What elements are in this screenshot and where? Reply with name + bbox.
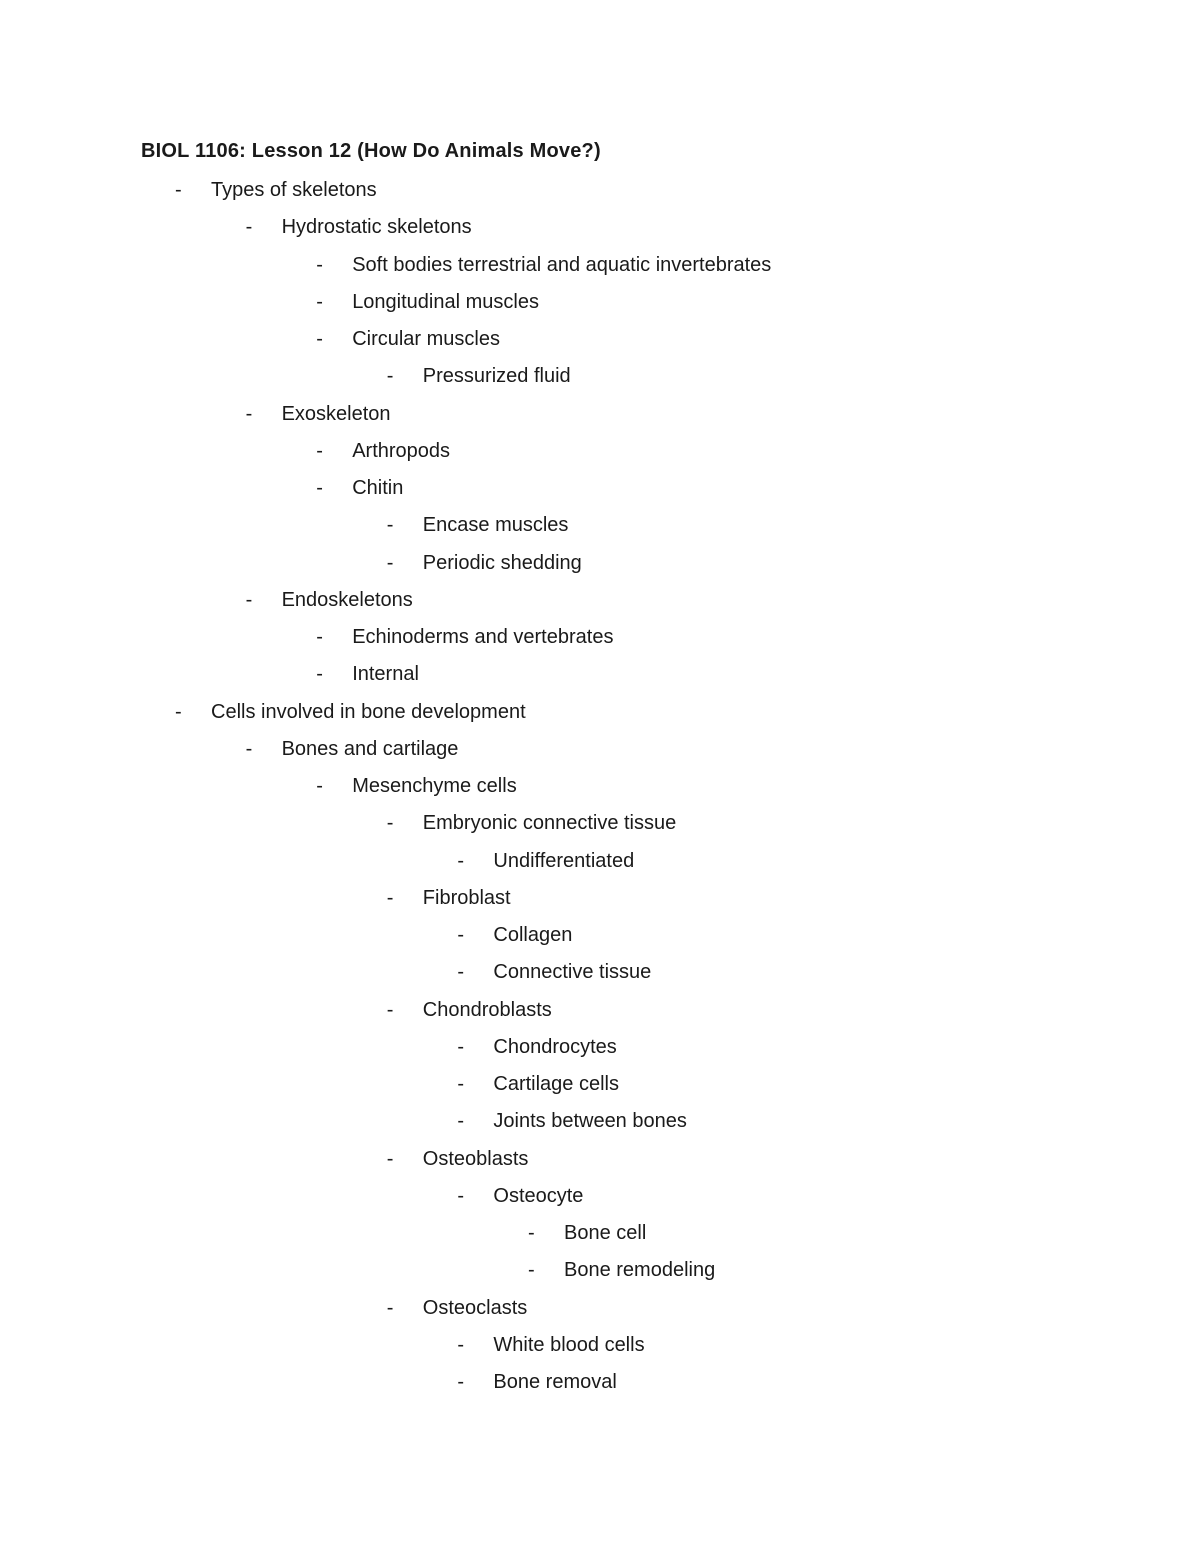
outline-item-text: Hydrostatic skeletons <box>281 216 472 239</box>
outline-item-text: Bone removal <box>493 1371 617 1393</box>
outline-item-text: Bone cell <box>564 1222 647 1244</box>
outline-item-text: Endoskeletons <box>281 588 413 611</box>
outline-item-text: Types of skeletons <box>211 179 377 201</box>
bullet-dash: - <box>316 439 323 462</box>
outline-item <box>0 1219 1200 1256</box>
outline-item-text: Osteoblasts <box>422 1147 529 1170</box>
bullet-dash: - <box>457 1184 465 1207</box>
bullet-dash: - <box>316 477 323 499</box>
outline-item-text: Periodic shedding <box>422 551 582 574</box>
outline-item <box>0 698 1200 735</box>
bullet-dash: - <box>457 1035 465 1058</box>
bullet-dash: - <box>457 1110 465 1133</box>
bullet-dash: - <box>386 998 394 1021</box>
outline-item <box>0 772 1200 809</box>
outline-item-text: Osteoclasts <box>422 1296 528 1319</box>
outline-item-text: Echinoderms and vertebrates <box>352 626 614 648</box>
bullet-dash: - <box>457 1333 465 1356</box>
bullet-dash: - <box>528 1222 535 1244</box>
outline-item-text: Encase muscles <box>422 514 569 537</box>
outline-item <box>0 1145 1200 1182</box>
outline-item <box>0 1256 1200 1293</box>
bullet-dash: - <box>457 961 465 984</box>
bullet-dash: - <box>457 1073 465 1095</box>
outline-item <box>0 586 1200 623</box>
outline-item-text: Soft bodies terrestrial and aquatic invertebrates <box>352 253 772 276</box>
outline-item <box>0 847 1200 884</box>
outline-item <box>0 437 1200 474</box>
bullet-dash: - <box>386 812 394 835</box>
bullet-dash: - <box>245 216 253 239</box>
outline-item <box>0 1033 1200 1070</box>
outline-item <box>0 1294 1200 1331</box>
bullet-dash: - <box>175 179 182 201</box>
bullet-dash: - <box>386 886 394 909</box>
bullet-dash: - <box>386 514 394 537</box>
outline-item <box>0 809 1200 846</box>
outline-item-text: Chondroblasts <box>422 998 552 1021</box>
bullet-dash: - <box>316 328 323 350</box>
bullet-dash: - <box>175 700 182 723</box>
outline-item-text: Cells involved in bone development <box>211 700 526 723</box>
outline-item-text: Embryonic connective tissue <box>422 812 677 835</box>
outline-item <box>0 511 1200 548</box>
outline-item <box>0 660 1200 697</box>
outline-item <box>0 623 1200 660</box>
outline-item-text: Collagen <box>493 924 573 946</box>
outline-item-text: Bone remodeling <box>564 1259 716 1282</box>
outline-item-text: Longitudinal muscles <box>352 290 539 313</box>
bullet-dash: - <box>245 588 253 611</box>
outline-item <box>0 213 1200 250</box>
outline-item-text: Arthropods <box>352 439 451 462</box>
outline-item-text: Chondrocytes <box>493 1035 617 1058</box>
outline-item <box>0 474 1200 511</box>
outline-list <box>0 176 1200 1405</box>
bullet-dash: - <box>245 737 253 760</box>
outline-item <box>0 251 1200 288</box>
bullet-dash: - <box>457 924 465 946</box>
outline-item-text: Mesenchyme cells <box>352 775 517 797</box>
outline-item <box>0 288 1200 325</box>
bullet-dash: - <box>386 365 394 388</box>
bullet-dash: - <box>316 663 323 686</box>
bullet-dash: - <box>316 253 323 276</box>
bullet-dash: - <box>457 849 465 872</box>
outline-item <box>0 1368 1200 1405</box>
outline-item <box>0 400 1200 437</box>
bullet-dash: - <box>386 1147 394 1170</box>
outline-item <box>0 1107 1200 1144</box>
outline-item-text: Internal <box>352 663 419 686</box>
outline-item <box>0 735 1200 772</box>
outline-item <box>0 996 1200 1033</box>
outline-item <box>0 176 1200 213</box>
outline-item <box>0 884 1200 921</box>
outline-item <box>0 1070 1200 1107</box>
outline-item-text: White blood cells <box>493 1333 645 1356</box>
outline-item-text: Connective tissue <box>493 961 652 984</box>
bullet-dash: - <box>245 402 253 425</box>
outline-item-text: Bones and cartilage <box>281 737 459 760</box>
outline-item-text: Pressurized fluid <box>422 365 571 388</box>
bullet-dash: - <box>316 775 323 797</box>
outline-item <box>0 325 1200 362</box>
outline-item-text: Circular muscles <box>352 328 500 350</box>
outline-item <box>0 1182 1200 1219</box>
outline-item <box>0 921 1200 958</box>
outline-item-text: Fibroblast <box>422 886 511 909</box>
outline-item <box>0 958 1200 995</box>
outline-item-text: Chitin <box>352 477 404 499</box>
bullet-dash: - <box>457 1371 465 1393</box>
outline-item-text: Osteocyte <box>493 1184 584 1207</box>
outline-item-text: Exoskeleton <box>281 402 391 425</box>
bullet-dash: - <box>316 290 323 313</box>
outline-item <box>0 549 1200 586</box>
outline-item-text: Joints between bones <box>493 1110 687 1133</box>
bullet-dash: - <box>386 551 394 574</box>
outline-item <box>0 1331 1200 1368</box>
bullet-dash: - <box>386 1296 394 1319</box>
bullet-dash: - <box>316 626 323 648</box>
outline-item-text: Cartilage cells <box>493 1073 619 1095</box>
outline-item-text: Undifferentiated <box>493 849 635 872</box>
document-title: BIOL 1106: Lesson 12 (How Do Animals Move?) <box>141 140 601 162</box>
outline-item <box>0 362 1200 399</box>
bullet-dash: - <box>528 1259 535 1282</box>
